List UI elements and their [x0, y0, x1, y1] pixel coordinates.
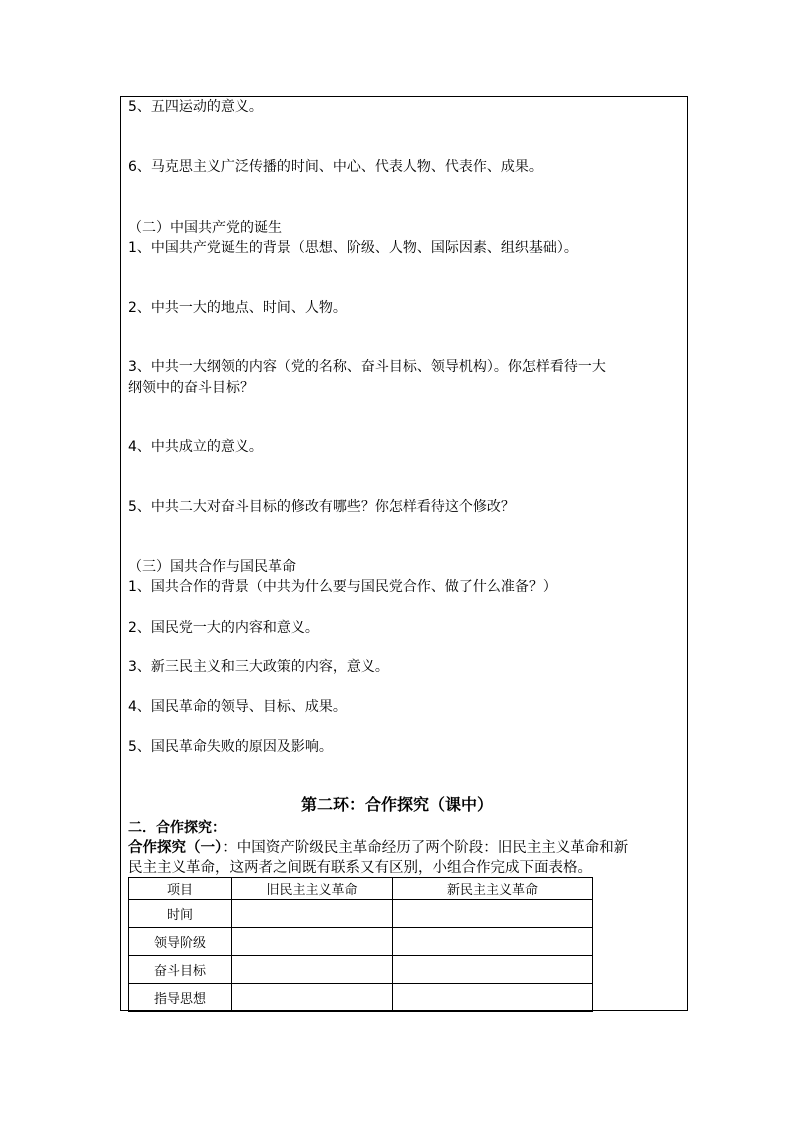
section-label: 二．合作探究：	[128, 820, 226, 836]
comparison-table	[128, 877, 593, 1012]
table-row	[129, 900, 593, 928]
question-revolution-failure: 5、国民革命失败的原因及影响。	[128, 739, 333, 755]
table-row-label: 时间	[129, 900, 232, 928]
inquiry-text-line1: ：中国资产阶级民主革命经历了两个阶段：旧民主主义革命和新	[222, 840, 629, 856]
question-national-revolution: 4、国民革命的领导、目标、成果。	[128, 699, 347, 715]
inquiry-intro-line1	[128, 838, 628, 858]
table-answer-cell[interactable]	[393, 928, 593, 956]
table-row-label: 指导思想	[129, 984, 232, 1012]
section-heading-cooperative-inquiry: 第二环：合作探究（课中）	[300, 795, 493, 814]
table-answer-cell[interactable]	[393, 900, 593, 928]
question-program-line1: 3、中共一大纲领的内容（党的名称、奋斗目标、领导机构）。你怎样看待一大	[128, 359, 606, 375]
section-title-kmt-cpc-cooperation: （三）国共合作与国民革命	[128, 559, 296, 575]
question-ccp-significance: 4、中共成立的意义。	[128, 439, 263, 455]
table-header-cell: 旧民主主义革命	[232, 878, 393, 900]
inquiry-intro-line2: 民主主义革命，这两者之间既有联系又有区别，小组合作完成下面表格。	[128, 860, 592, 876]
question-marxism-spread: 6、马克思主义广泛传播的时间、中心、代表人物、代表作、成果。	[128, 159, 543, 175]
table-header-cell: 项目	[129, 878, 232, 900]
inquiry-label: 合作探究（一）	[128, 840, 223, 856]
table-answer-cell[interactable]	[393, 956, 593, 984]
question-program-line2: 纲领中的奋斗目标？	[128, 380, 254, 396]
table-row-label: 奋斗目标	[129, 956, 232, 984]
table-answer-cell[interactable]	[232, 984, 393, 1012]
question-second-congress: 5、中共二大对奋斗目标的修改有哪些？你怎样看待这个修改？	[128, 499, 515, 515]
table-answer-cell[interactable]	[232, 900, 393, 928]
table-answer-cell[interactable]	[393, 984, 593, 1012]
table-header-row	[129, 878, 593, 900]
table-answer-cell[interactable]	[232, 928, 393, 956]
table-answer-cell[interactable]	[232, 956, 393, 984]
question-kmt-first-congress: 2、国民党一大的内容和意义。	[128, 620, 319, 636]
question-three-principles: 3、新三民主义和三大政策的内容，意义。	[128, 659, 389, 675]
table-row-label: 领导阶级	[129, 928, 232, 956]
question-ccp-background: 1、中国共产党诞生的背景（思想、阶级、人物、国际因素、组织基础）。	[128, 240, 578, 256]
table-row	[129, 984, 593, 1012]
table-row	[129, 956, 593, 984]
section-title-ccp-founding: （二）中国共产党的诞生	[128, 220, 282, 236]
question-wusi-significance: 5、五四运动的意义。	[128, 99, 263, 115]
question-cooperation-background: 1、国共合作的背景（中共为什么要与国民党合作、做了什么准备？）	[128, 579, 557, 595]
table-row	[129, 928, 593, 956]
table-header-cell: 新民主主义革命	[393, 878, 593, 900]
question-first-congress: 2、中共一大的地点、时间、人物。	[128, 300, 347, 316]
